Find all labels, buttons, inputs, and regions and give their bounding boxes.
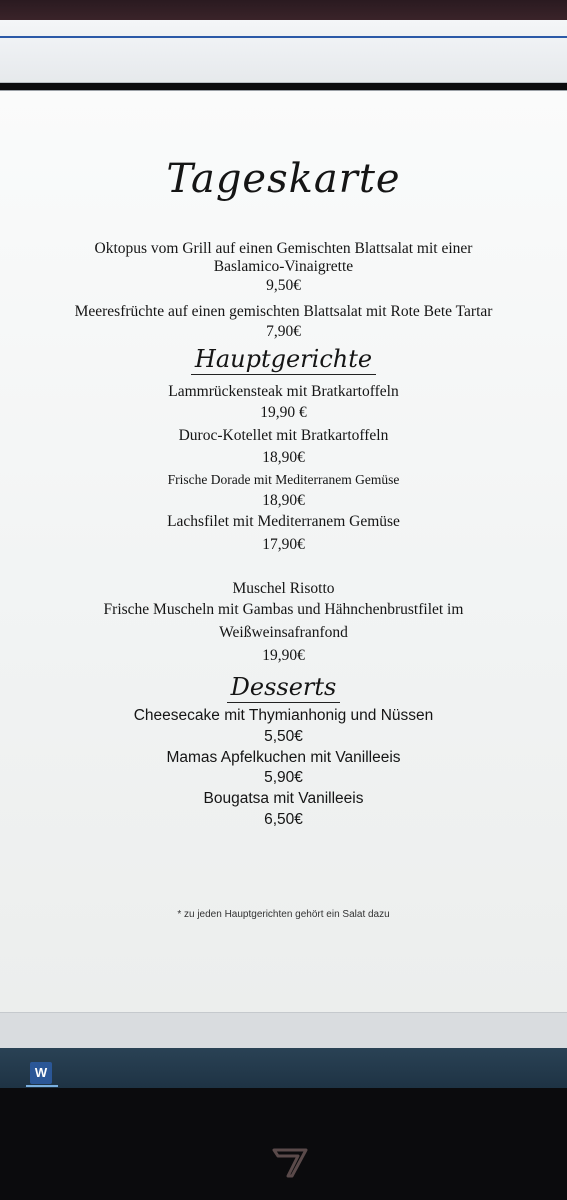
document-ruler	[0, 20, 567, 83]
starter-1-line-2: Baslamico-Vinaigrette	[213, 258, 354, 275]
document-page	[0, 90, 567, 1012]
main-5-line-1: Muschel Risotto	[232, 580, 335, 597]
mains-heading	[0, 345, 567, 373]
ruler-guide-line	[0, 36, 567, 38]
starter-2-price: 7,90€	[266, 323, 301, 340]
main-2-price: 18,90€	[262, 449, 305, 466]
desserts-heading	[0, 673, 567, 701]
main-4-line-1: Lachsfilet mit Mediterranem Gemüse	[167, 513, 400, 530]
active-app-indicator	[26, 1085, 58, 1087]
window-titlebar	[0, 0, 567, 20]
menu-title: Tageskarte	[166, 156, 401, 202]
starter-1-price: 9,50€	[266, 277, 301, 294]
taskbar	[0, 1048, 567, 1088]
starter-2-line-1: Meeresfrüchte auf einen gemischten Blattsalat mit Rote Bete Tartar	[74, 303, 493, 320]
footnote: * zu jeden Hauptgerichten gehört ein Salat dazu	[177, 909, 390, 920]
desserts-heading-text: Desserts	[227, 673, 341, 703]
monitor-brand-logo-icon	[270, 1146, 310, 1180]
monitor-bezel	[0, 1088, 567, 1200]
document-bottom-area	[0, 1012, 567, 1049]
dessert-3-price: 6,50€	[264, 811, 303, 828]
main-3-line-1: Frische Dorade mit Mediterranem Gemüse	[167, 472, 400, 487]
dessert-2-price: 5,90€	[264, 769, 303, 786]
main-1-line-1: Lammrückensteak mit Bratkartoffeln	[168, 383, 399, 400]
dessert-3-line-1: Bougatsa mit Vanilleeis	[203, 790, 364, 807]
word-icon[interactable]: W	[30, 1062, 52, 1084]
main-4-price: 17,90€	[262, 536, 305, 553]
dessert-2-line-1: Mamas Apfelkuchen mit Vanilleeis	[166, 749, 401, 766]
main-3-price: 18,90€	[262, 492, 305, 509]
mains-heading-text: Hauptgerichte	[191, 345, 376, 375]
dessert-1-price: 5,50€	[264, 728, 303, 745]
main-5-line-3: Weißweinsafranfond	[219, 624, 348, 641]
main-5-price: 19,90€	[262, 647, 305, 664]
main-2-line-1: Duroc-Kotellet mit Bratkartoffeln	[178, 427, 389, 444]
main-1-price: 19,90 €	[260, 404, 307, 421]
starter-1-line-1: Oktopus vom Grill auf einen Gemischten Blattsalat mit einer	[94, 240, 473, 257]
dessert-1-line-1: Cheesecake mit Thymianhonig und Nüssen	[133, 707, 434, 724]
main-5-line-2: Frische Muscheln mit Gambas und Hähnchenbrustfilet im	[103, 601, 464, 618]
